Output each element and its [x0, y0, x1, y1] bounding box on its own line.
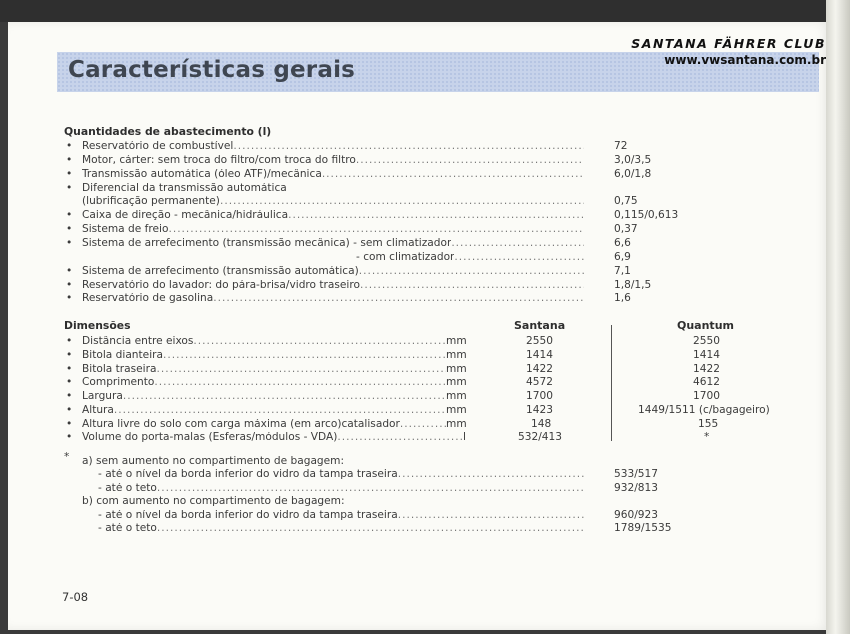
note-row: - até o nível da borda inferior do vidro da tampa traseira ..... [98, 469, 584, 480]
dimension-unit: mm [446, 363, 467, 375]
fuel-row: • Caixa de direção - mecânica/hidráulica ..... [66, 210, 584, 221]
dimension-row: • Volume do porta-malas (Esferas/módulos - VDA) ..... [66, 432, 462, 443]
santana-value: 1700 [526, 390, 553, 402]
fuel-value: 1,6 [614, 292, 631, 304]
santana-value: 1423 [526, 404, 553, 416]
fuel-row: • Reservatório do lavador: do pára-brisa/vidro traseiro ..... [66, 280, 584, 291]
fuel-row: • Sistema de freio ..... [66, 224, 584, 235]
dimension-row: • Altura ..... [66, 405, 446, 416]
quantum-value: 155 [698, 418, 719, 430]
quantum-value: 1422 [693, 363, 720, 375]
santana-value: 2550 [526, 335, 553, 347]
fuel-row: • Diferencial da transmissão automática [66, 182, 287, 194]
quantum-value: 4612 [693, 376, 720, 388]
dimension-unit: l [463, 431, 466, 443]
fuel-row: • Motor, cárter: sem troca do filtro/com troca do filtro ..... [66, 155, 584, 166]
dimension-row: • Largura ..... [66, 391, 446, 402]
page-title: Características gerais [68, 57, 356, 83]
club-url: www.vwsantana.com.br [664, 53, 826, 67]
note-value: 533/517 [614, 468, 659, 480]
fuel-row: • Transmissão automática (óleo ATF)/mecânica ..... [66, 169, 584, 180]
fuel-row: • Sistema de arrefecimento (transmissão automática) ..... [66, 266, 584, 277]
quantum-value: 1700 [693, 390, 720, 402]
note-star: * [64, 451, 70, 463]
dimension-row: • Distância entre eixos ..... [66, 336, 446, 347]
fuel-value: 0,75 [614, 195, 638, 207]
note-row: - até o teto ..... [98, 483, 584, 494]
dimension-row: • Bitola traseira ..... [66, 364, 446, 375]
dimensions-section-title: Dimensões [64, 319, 131, 332]
note-value: 932/813 [614, 482, 659, 494]
santana-value: 1422 [526, 363, 553, 375]
quantum-value: 2550 [693, 335, 720, 347]
note-b-title: b) com aumento no compartimento de bagagem: [82, 495, 345, 507]
fuel-value: 7,1 [614, 265, 631, 277]
club-name: SANTANA FÄHRER CLUB [631, 36, 826, 51]
quantum-value: * [704, 431, 710, 443]
dimension-unit: mm [446, 376, 467, 388]
fuel-row: • Sistema de arrefecimento (transmissão mecânica) - sem climatizador ..... [66, 238, 584, 249]
fuel-row: • Reservatório de gasolina ..... [66, 293, 584, 304]
note-row: - até o teto ..... [98, 523, 584, 534]
fuel-value: 6,9 [614, 251, 631, 263]
fuel-row: - com climatizador ..... [356, 252, 584, 263]
column-divider [611, 325, 612, 441]
fuel-value: 6,0/1,8 [614, 168, 652, 180]
fuel-value: 6,6 [614, 237, 631, 249]
dimension-unit: mm [446, 404, 467, 416]
col-santana: Santana [514, 319, 566, 332]
quantum-value: 1449/1511 (c/bagageiro) [638, 404, 770, 416]
dimension-row: • Comprimento ..... [66, 377, 446, 388]
note-a-title: a) sem aumento no compartimento de bagagem: [82, 455, 345, 467]
fuel-row: • Reservatório de combustível ..... [66, 141, 584, 152]
santana-value: 1414 [526, 349, 553, 361]
dimension-unit: mm [446, 390, 467, 402]
fuel-value: 3,0/3,5 [614, 154, 652, 166]
santana-value: 4572 [526, 376, 553, 388]
fuel-value: 0,115/0,613 [614, 209, 679, 221]
fuel-value: 0,37 [614, 223, 638, 235]
dimension-row: • Altura livre do solo com carga máxima (em arco)catalisador ..... [66, 419, 446, 430]
santana-value: 532/413 [518, 431, 563, 443]
dimension-unit: mm [446, 349, 467, 361]
dimension-unit: mm [446, 418, 467, 430]
dimension-row: • Bitola dianteira ..... [66, 350, 446, 361]
fuel-value: 72 [614, 140, 628, 152]
santana-value: 148 [531, 418, 552, 430]
dimension-unit: mm [446, 335, 467, 347]
page-number: 7-08 [62, 590, 89, 604]
note-value: 960/923 [614, 509, 659, 521]
col-quantum: Quantum [677, 319, 734, 332]
quantum-value: 1414 [693, 349, 720, 361]
fuel-row: (lubrificação permanente) ..... [66, 196, 584, 207]
note-value: 1789/1535 [614, 522, 672, 534]
fuel-value: 1,8/1,5 [614, 279, 652, 291]
note-row: - até o nível da borda inferior do vidro da tampa traseira ..... [98, 510, 584, 521]
fuel-section-title: Quantidades de abastecimento (l) [64, 125, 272, 138]
